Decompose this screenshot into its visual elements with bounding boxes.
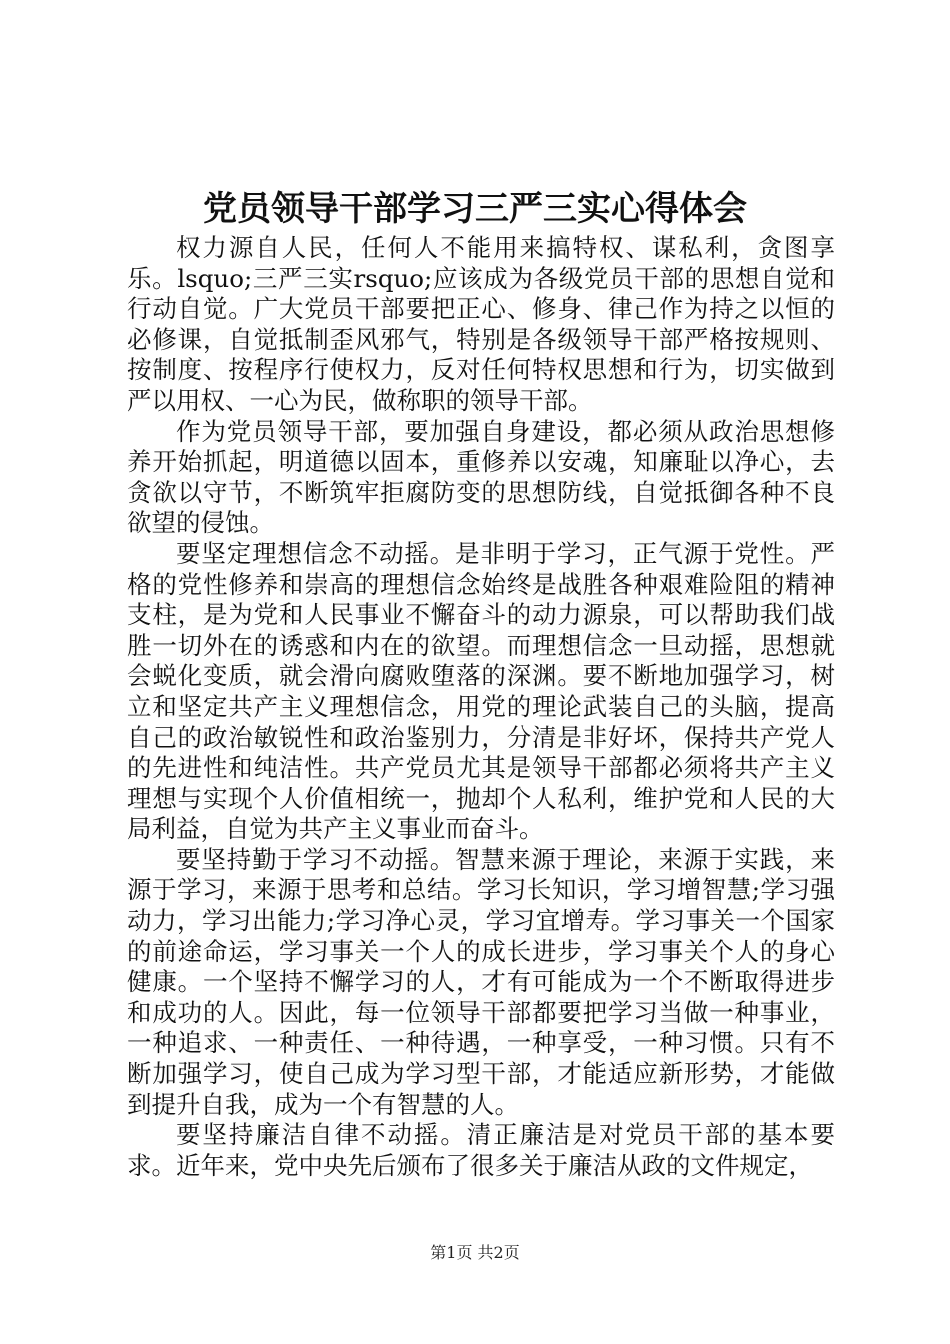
paragraph: 作为党员领导干部，要加强自身建设，都必须从政治思想修养开始抓起，明道德以固本，重修养以安魂，知廉耻以净心，去贪欲以守节，不断筑牢拒腐防变的思想防线，自觉抵御各种不良欲望的侵蚀。 bbox=[127, 416, 835, 538]
paragraph: 权力源自人民，任何人不能用来搞特权、谋私利，贪图享乐。lsquo;三严三实rsquo;应该成为各级党员干部的思想自觉和行动自觉。广大党员干部要把正心、修身、律己作为持之以恒的必修课，自觉抵制歪风邪气，特别是各级领导干部严格按规则、按制度、按程序行使权力，反对任何特权思想和行为，切实做到严以用权、一心为民，做称职的领导干部。 bbox=[127, 233, 835, 415]
paragraph: 要坚持勤于学习不动摇。智慧来源于理论，来源于实践，来源于学习，来源于思考和总结。学习长知识，学习增智慧;学习强动力，学习出能力;学习净心灵，学习宜增寿。学习事关一个国家的前途命运，学习事关一个人的成长进步，学习事关个人的身心健康。一个坚持不懈学习的人，才有可能成为一个不断取得进步和成功的人。因此，每一位领导干部都要把学习当做一种事业，一种追求、一种责任、一种待遇，一种享受，一种习惯。只有不断加强学习，使自己成为学习型干部，才能适应新形势，才能做到提升自我，成为一个有智慧的人。 bbox=[127, 844, 835, 1119]
paragraph: 要坚持廉洁自律不动摇。清正廉洁是对党员干部的基本要求。近年来，党中央先后颁布了很多关于廉洁从政的文件规定， bbox=[127, 1120, 835, 1180]
page-footer: 第1页 共2页 bbox=[430, 1243, 520, 1262]
document-title: 党员领导干部学习三严三实心得体会 bbox=[203, 189, 747, 229]
paragraph: 要坚定理想信念不动摇。是非明于学习，正气源于党性。严格的党性修养和崇高的理想信念始终是战胜各种艰难险阻的精神支柱，是为党和人民事业不懈奋斗的动力源泉，可以帮助我们战胜一切外在的诱惑和内在的欲望。而理想信念一旦动摇，思想就会蜕化变质，就会滑向腐败堕落的深渊。要不断地加强学习，树立和坚定共产主义理想信念，用党的理论武装自己的头脑，提高自己的政治敏锐性和政治鉴别力，分清是非好坏，保持共产党人的先进性和纯洁性。共产党员尤其是领导干部都必须将共产主义理想与实现个人价值相统一，抛却个人私利，维护党和人民的大局利益，自觉为共产主义事业而奋斗。 bbox=[127, 538, 835, 844]
document-body bbox=[127, 233, 835, 1181]
